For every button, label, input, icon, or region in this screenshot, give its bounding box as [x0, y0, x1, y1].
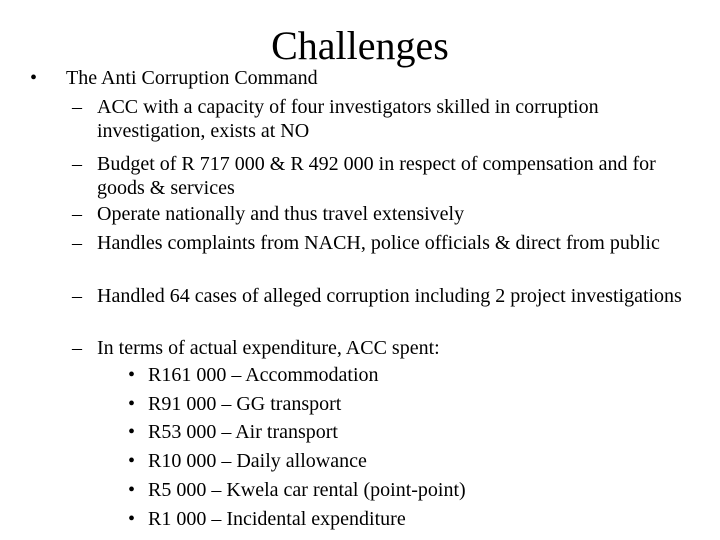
expense-item-incidental [128, 507, 688, 531]
bullet-marker: • [128, 450, 136, 472]
sub-bullet-text: ACC with a capacity of four investigators skilled in corruption investigation, exists at NO [97, 96, 599, 142]
expense-text: R10 000 – Daily allowance [148, 450, 367, 472]
expense-text: R161 000 – Accommodation [148, 364, 379, 386]
dash-marker: – [72, 153, 82, 175]
bullet-marker: • [128, 479, 136, 501]
bullet-marker: • [128, 421, 136, 443]
sub-bullet-budget [72, 152, 692, 200]
dash-marker: – [72, 96, 82, 118]
expense-text: R53 000 – Air transport [148, 421, 338, 443]
expense-item-accommodation [128, 363, 688, 387]
sub-bullet-capacity [72, 95, 692, 143]
sub-bullet-cases [72, 284, 692, 308]
dash-marker: – [72, 232, 82, 254]
bullet-text: The Anti Corruption Command [66, 67, 318, 89]
bullet-marker: • [128, 393, 136, 415]
expense-item-air-transport [128, 420, 688, 444]
bullet-level1 [30, 66, 696, 90]
dash-marker: – [72, 337, 82, 359]
bullet-marker: • [128, 508, 136, 530]
expense-item-gg-transport [128, 392, 688, 416]
sub-bullet-text: Handled 64 cases of alleged corruption including 2 project investigations [97, 285, 682, 307]
sub-bullet-text: Operate nationally and thus travel extensively [97, 203, 465, 225]
expense-text: R1 000 – Incidental expenditure [148, 508, 406, 530]
expense-text: R91 000 – GG transport [148, 393, 342, 415]
sub-bullet-text: Handles complaints from NACH, police officials & direct from public [97, 232, 660, 254]
expense-item-car-rental [128, 478, 688, 502]
sub-bullet-expenditure [72, 336, 692, 360]
sub-bullet-operate [72, 202, 692, 226]
sub-bullet-text: In terms of actual expenditure, ACC spent: [97, 337, 440, 359]
expense-item-daily-allowance [128, 449, 688, 473]
bullet-marker: • [128, 364, 136, 386]
sub-bullet-text: Budget of R 717 000 & R 492 000 in respect of compensation and for goods & services [97, 153, 656, 199]
dash-marker: – [72, 285, 82, 307]
sub-bullet-complaints [72, 231, 692, 255]
dash-marker: – [72, 203, 82, 225]
expense-text: R5 000 – Kwela car rental (point-point) [148, 479, 466, 501]
slide-title: Challenges [271, 23, 449, 68]
bullet-marker: • [30, 67, 38, 89]
